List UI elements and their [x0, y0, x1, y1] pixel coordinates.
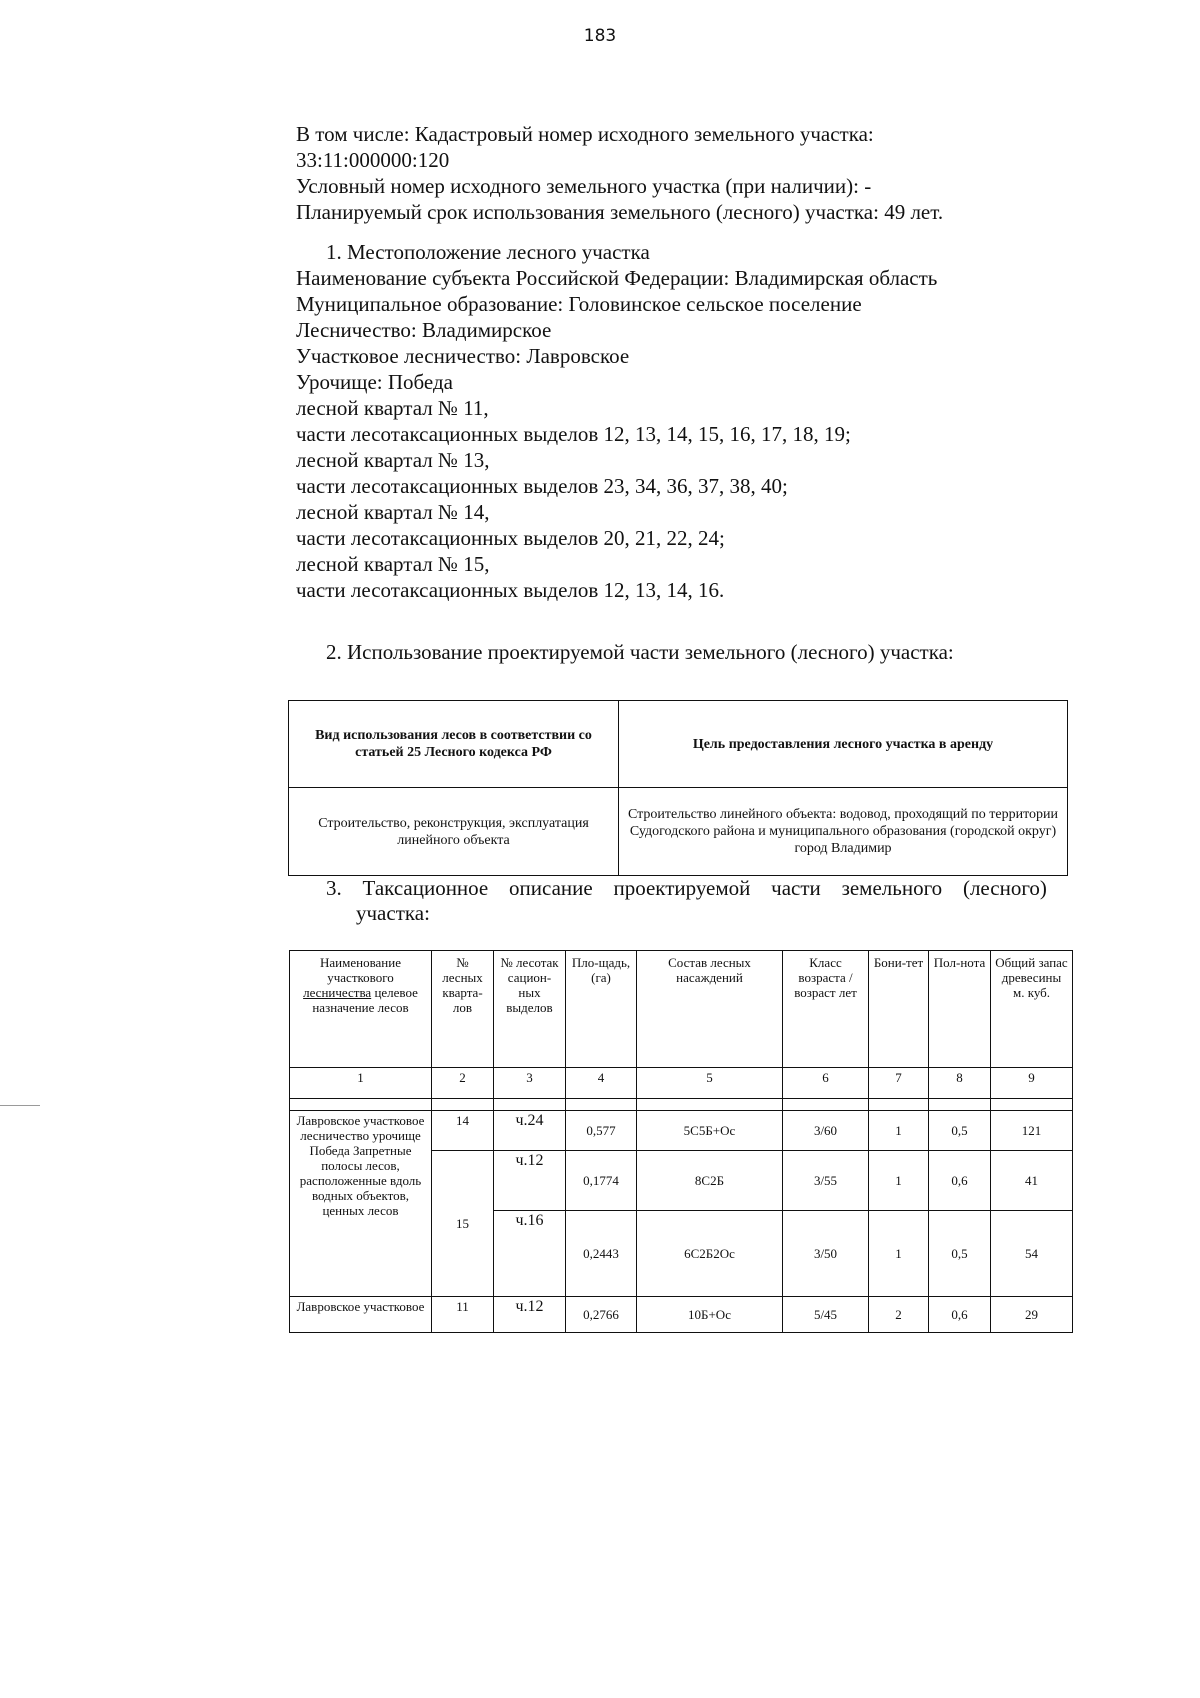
header-quarter-number: № лесных кварта-лов — [432, 951, 494, 1068]
composition-cell: 8С2Б — [637, 1151, 783, 1211]
stock-cell: 29 — [991, 1297, 1073, 1333]
location-district-forestry: Участковое лесничество: Лавровское — [296, 344, 630, 368]
area-cell: 0,577 — [566, 1111, 637, 1151]
density-cell: 0,5 — [929, 1111, 991, 1151]
location-vydels-13: части лесотаксационных выделов 23, 34, 36, 37, 38, 40; — [296, 474, 788, 498]
header-age-class: Класс возраста /возраст лет — [783, 951, 869, 1068]
location-subject: Наименование субъекта Российской Федерации: Владимирская область — [296, 266, 938, 290]
header-area: Пло-щадь, (га) — [566, 951, 637, 1068]
age-cell: 3/55 — [783, 1151, 869, 1211]
column-number-row: 1 2 3 4 5 6 7 8 9 — [290, 1068, 1073, 1099]
bonitet-cell: 1 — [869, 1111, 929, 1151]
location-vydels-11: части лесотаксационных выделов 12, 13, 14, 15, 16, 17, 18, 19; — [296, 422, 851, 446]
header-vydel-number: № лесотак сацион-ных выделов — [494, 951, 566, 1068]
area-cell: 0,2443 — [566, 1211, 637, 1297]
table-row — [290, 1297, 1073, 1333]
use-type-cell: Строительство, реконструкция, эксплуатация линейного объекта — [289, 788, 619, 876]
header-stock: Общий запас древесины м. куб. — [991, 951, 1073, 1068]
location-quarter-13: лесной квартал № 13, — [296, 448, 490, 472]
composition-cell: 5С5Б+Ос — [637, 1111, 783, 1151]
header-density: Пол-нота — [929, 951, 991, 1068]
density-cell: 0,6 — [929, 1297, 991, 1333]
location-forestry: Лесничество: Владимирское — [296, 318, 552, 342]
scan-artifact-line — [0, 1105, 40, 1106]
location-quarter-11: лесной квартал № 11, — [296, 396, 489, 420]
use-type-header: Вид использования лесов в соответствии со статьей 25 Лесного кодекса РФ — [289, 701, 619, 788]
document-body — [296, 121, 1056, 603]
location-municipality: Муниципальное образование: Головинское сельское поселение — [296, 292, 862, 316]
age-cell: 5/45 — [783, 1297, 869, 1333]
cadastral-number-value: 33:11:000000:120 — [296, 148, 450, 172]
section1-heading: 1. Местоположение лесного участка — [326, 240, 650, 264]
lease-purpose-header: Цель предоставления лесного участка в аренду — [619, 701, 1068, 788]
taxation-table — [289, 950, 1073, 1333]
stock-cell: 41 — [991, 1151, 1073, 1211]
header-composition: Состав лесных насаждений — [637, 951, 783, 1068]
cadastral-number-label: В том числе: Кадастровый номер исходного земельного участка: — [296, 122, 874, 146]
quarter-cell: 11 — [432, 1297, 494, 1333]
usage-term: Планируемый срок использования земельного (лесного) участка: 49 лет. — [296, 200, 944, 224]
composition-cell: 6С2Б2Ос — [637, 1211, 783, 1297]
location-vydels-14: части лесотаксационных выделов 20, 21, 22, 24; — [296, 526, 725, 550]
stock-cell: 54 — [991, 1211, 1073, 1297]
conditional-number: Условный номер исходного земельного участка (при наличии): - — [296, 174, 872, 198]
taxation-header-row — [290, 951, 1073, 1068]
table-row — [290, 1111, 1073, 1151]
bonitet-cell: 1 — [869, 1211, 929, 1297]
area-cell: 0,1774 — [566, 1151, 637, 1211]
bonitet-cell: 1 — [869, 1151, 929, 1211]
age-cell: 3/50 — [783, 1211, 869, 1297]
district-forestry-cell: Лавровское участковое лесничество урочище Победа Запретные полосы лесов, расположенные вдоль водных объектов, ценных лесов — [290, 1111, 432, 1297]
district-forestry-cell: Лавровское участковое — [290, 1297, 432, 1333]
location-vydels-15: части лесотаксационных выделов 12, 13, 14, 16. — [296, 578, 725, 602]
age-cell: 3/60 — [783, 1111, 869, 1151]
bonitet-cell: 2 — [869, 1297, 929, 1333]
vydel-cell: ч.12 — [494, 1297, 566, 1333]
vydel-cell: ч.24 — [494, 1111, 566, 1151]
vydel-cell: ч.12 — [494, 1151, 566, 1211]
area-cell: 0,2766 — [566, 1297, 637, 1333]
location-quarter-14: лесной квартал № 14, — [296, 500, 490, 524]
lease-purpose-cell: Строительство линейного объекта: водовод, проходящий по территории Судогодского района и муниципального образования (городской округ) город Владимир — [619, 788, 1068, 876]
vydel-cell: ч.16 — [494, 1211, 566, 1297]
quarter-cell: 14 — [432, 1111, 494, 1151]
composition-cell: 10Б+Ос — [637, 1297, 783, 1333]
header-bonitet: Бони-тет — [869, 951, 929, 1068]
location-tract: Урочище: Победа — [296, 370, 453, 394]
location-quarter-15: лесной квартал № 15, — [296, 552, 490, 576]
quarter-cell: 15 — [432, 1151, 494, 1297]
density-cell: 0,5 — [929, 1211, 991, 1297]
page-number: 183 — [583, 26, 617, 46]
stock-cell: 121 — [991, 1111, 1073, 1151]
forest-use-table — [288, 700, 1068, 876]
section3-heading: 3. Таксационное описание проектируемой части земельного (лесного) участка: — [326, 876, 1047, 925]
section2-heading: 2. Использование проектируемой части земельного (лесного) участка: — [326, 640, 954, 664]
density-cell: 0,6 — [929, 1151, 991, 1211]
header-district-forestry: Наименование участкового лесничества целевое назначение лесов — [290, 951, 432, 1068]
